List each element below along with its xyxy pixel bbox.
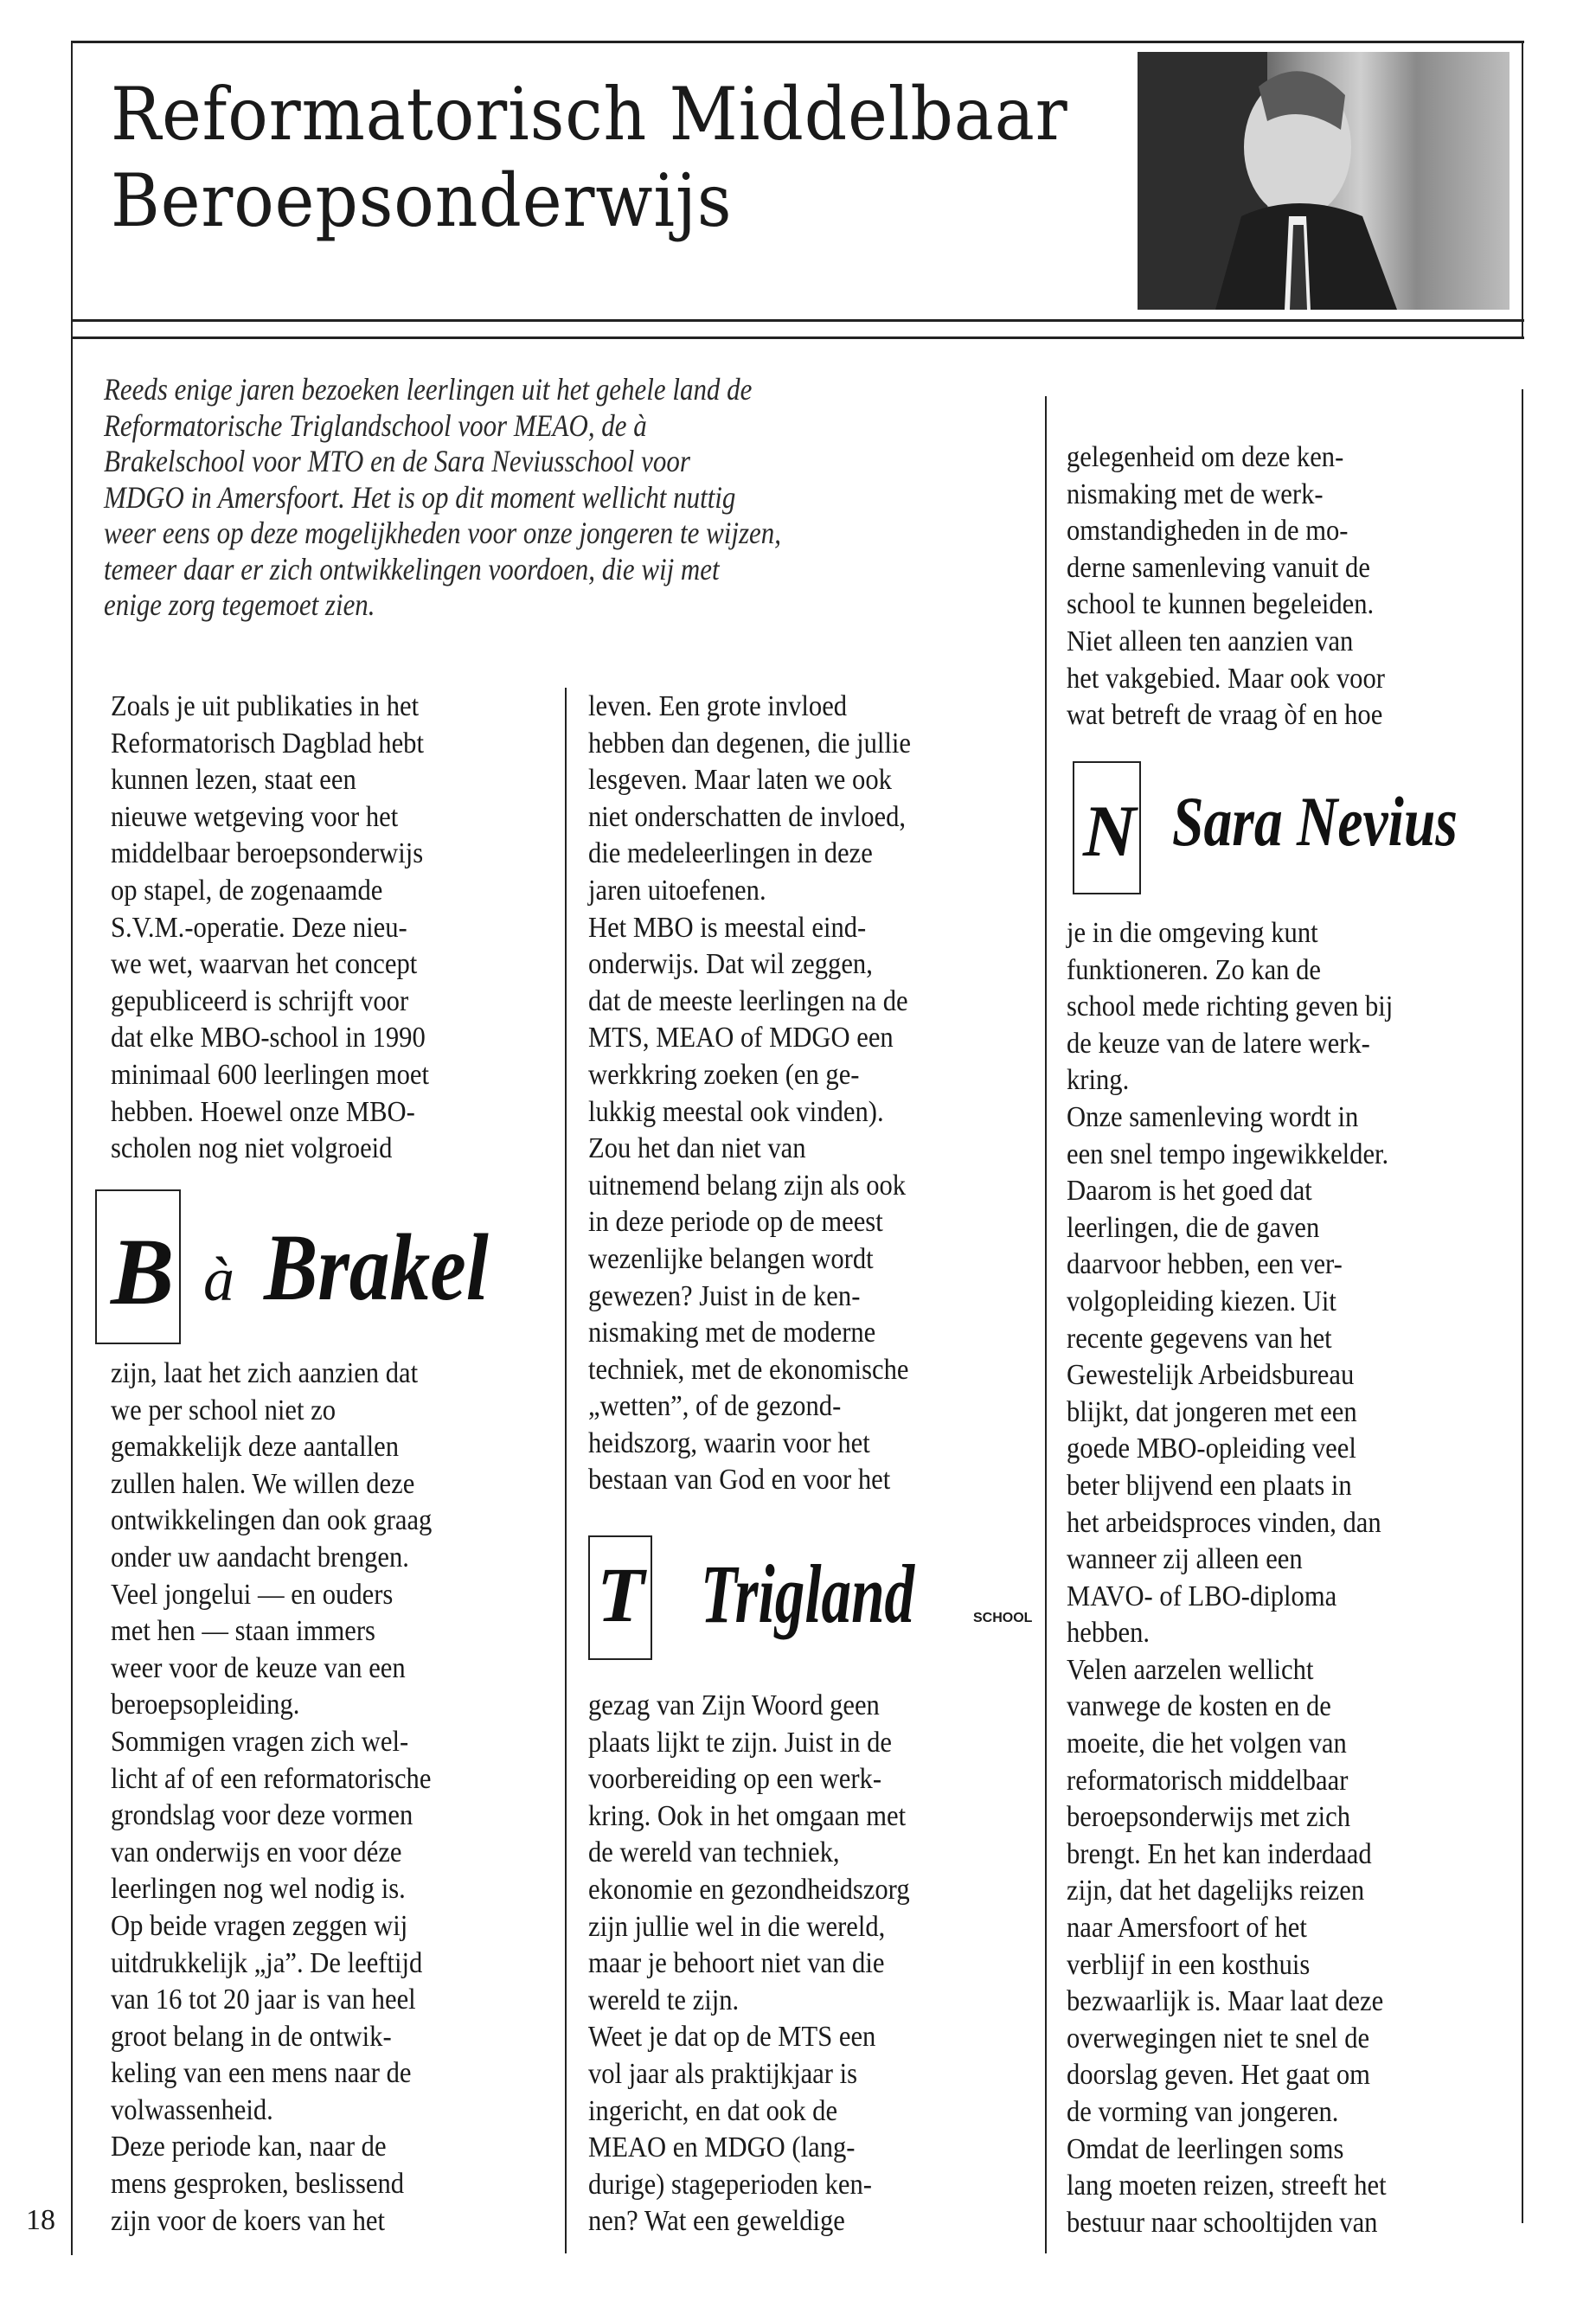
section-top-rule bbox=[71, 336, 1524, 339]
column-1-text-a: Zoals je uit publikaties in het Reformatorisch Dagblad hebt kunnen lezen, staat een nieuwe wetgeving voor het middelbaar beroepsonderwijs op stapel, de zogenaamde S.V.M.-operatie. Deze nieu- we wet, waarvan het concept gepubliceerd is schrijft voor dat elke MBO-school in 1990 minimaal 600 leerlingen moet hebben. Hoewel onze MBO- scholen nog niet volgroeid bbox=[111, 690, 429, 1165]
column-divider-3 bbox=[1522, 389, 1523, 2223]
nevius-logo-name: Sara Nevius bbox=[1172, 782, 1458, 861]
trigland-logo-suffix: SCHOOL bbox=[973, 1611, 1033, 1625]
trigland-logo-name: Trigland bbox=[701, 1548, 915, 1640]
intro-paragraph: Reeds enige jaren bezoeken leerlingen uit het gehele land de Reformatorische Triglandschool voor MEAO, de à Brakelschool voor MTO en de Sara Neviusschool voor MDGO in Amersfoort. Het is op dit moment wellicht nuttig weer eens op deze mogelijkheden voor onze jongeren te wijzen, temeer daar er zich ontwikkelingen voordoen, die wij met enige zorg tegemoet zien. bbox=[104, 372, 781, 622]
column-divider-2 bbox=[1045, 396, 1047, 2253]
sara-nevius-school-logo bbox=[1073, 757, 1518, 900]
trigland-school-logo bbox=[588, 1531, 1038, 1661]
column-3-text-b: je in die omgeving kunt funktioneren. Zo kan de school mede richting geven bij de keuze van de latere werk- kring. Onze samenleving wordt in een snel tempo ingewikkelder. Daarom is het goed dat leerlingen, die de gaven daarvoor hebben, een ver- volgopleiding kiezen. Uit recente gegevens van het Gewestelijk Arbeidsbureau blijkt, dat jongeren met een goede MBO-opleiding veel beter blijvend een plaats in het arbeidsproces vinden, dan wanneer zij alleen een MAVO- of LBO-diploma hebben. Velen aarzelen wellicht vanwege de kosten en de moeite, die het volgen van reformatorisch middelbaar beroepsonderwijs met zich brengt. En het kan inderdaad zijn, dat het dagelijks reizen naar Amersfoort of het verblijf in een kosthuis bezwaarlijk is. Maar laat deze overwegingen niet te snel de doorslag geven. Het gaat om de vorming van jongeren. Omdat de leerlingen soms lang moeten reizen, streeft het bestuur naar schooltijden van bbox=[1067, 917, 1394, 2239]
column-1-text-b: zijn, laat het zich aanzien dat we per school niet zo gemakkelijk deze aantallen zullen halen. We willen deze ontwikkelingen dan ook graag onder uw aandacht brengen. Veel jongelui — en ouders met hen — staan immers weer voor de keuze van een beroepsopleiding. Sommigen vragen zich wel- licht af of een reformatorische grondslag voor deze vormen van onderwijs en voor déze leerlingen nog wel nodig is. Op beide vragen zeggen wij uitdrukkelijk „ja”. De leeftijd van 16 tot 20 jaar is van heel groot belang in de ontwik- keling van een mens naar de volwassenheid. Deze periode kan, naar de mens gesproken, beslissend zijn voor de koers van het bbox=[111, 1357, 433, 2237]
top-rule bbox=[71, 41, 1524, 43]
column-divider-1 bbox=[565, 688, 567, 2253]
trigland-logo-initial: T bbox=[597, 1553, 644, 1638]
column-3-text-a: gelegenheid om deze ken- nismaking met de werk- omstandigheden in de mo- derne samenleving vanuit de school te kunnen begeleiden. Niet alleen ten aanzien van het vakgebied. Maar ook voor wat betreft de vraag òf en hoe bbox=[1067, 441, 1385, 732]
brakel-logo-prefix: à bbox=[203, 1245, 234, 1314]
brakel-school-logo bbox=[95, 1185, 545, 1349]
column-2-text-b: gezag van Zijn Woord geen plaats lijkt te zijn. Juist in de voorbereiding op een werk- kring. Ook in het omgaan met de wereld van techniek, ekonomie en gezondheidszorg zijn jullie wel in die wereld, maar je behoort niet van die wereld te zijn. Weet je dat op de MTS een vol jaar als praktijkjaar is ingericht, en dat ook de MEAO en MDGO (lang- durige) stageperioden ken- nen? Wat een geweldige bbox=[588, 1689, 910, 2238]
frame-left-border bbox=[71, 41, 73, 2255]
nevius-logo-initial: N bbox=[1083, 791, 1137, 872]
header-bottom-rule bbox=[71, 319, 1524, 322]
page-number: 18 bbox=[26, 2204, 55, 2236]
page-title: Reformatorisch Middelbaar Beroepsonderwijs bbox=[111, 72, 1068, 243]
brakel-logo-initial: B bbox=[111, 1219, 175, 1324]
column-2-text-a: leven. Een grote invloed hebben dan degenen, die jullie lesgeven. Maar laten we ook niet onderschatten de invloed, die medeleerlingen in deze jaren uitoefenen. Het MBO is meestal eind- onderwijs. Dat wil zeggen, dat de meeste leerlingen na de MTS, MEAO of MDGO een werkkring zoeken (en ge- lukkig meestal ook vinden). Zou het dan niet van uitnemend belang zijn als ook in deze periode op de meest wezenlijke belangen wordt gewezen? Juist in de ken- nismaking met de moderne techniek, met de ekonomische „wetten”, of de gezond- heidszorg, waarin voor het bestaan van God en voor het bbox=[588, 690, 912, 1497]
frame-right-border bbox=[1522, 41, 1523, 339]
brakel-logo-name: Brakel bbox=[264, 1215, 489, 1320]
portrait-photo bbox=[1138, 52, 1509, 310]
